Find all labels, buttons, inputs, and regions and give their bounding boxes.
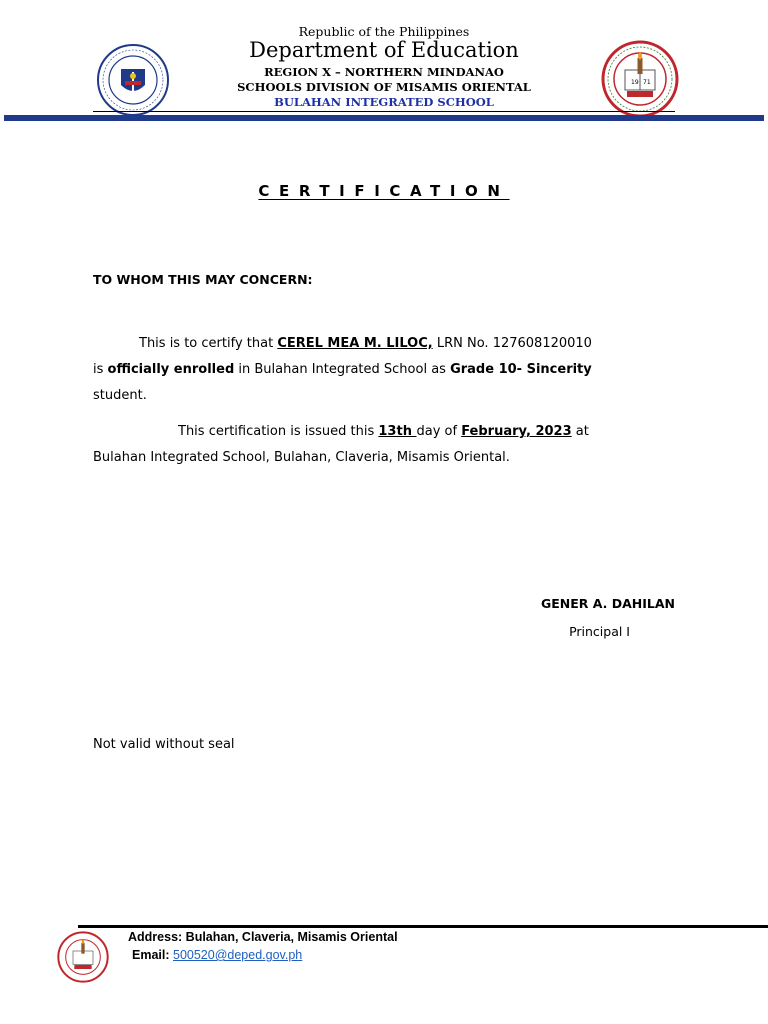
document-title: CERTIFICATION (258, 182, 510, 200)
enrollment-status: officially enrolled (107, 362, 235, 377)
division-line: SCHOOLS DIVISION OF MISAMIS ORIENTAL (237, 80, 531, 94)
issue-place: Bulahan Integrated School, Bulahan, Claveria, Misamis Oriental. (93, 450, 510, 465)
grade-section: Grade 10- Sincerity (450, 362, 592, 377)
header-divider (93, 111, 675, 112)
footer-email: Email: 500520@deped.gov.ph (132, 948, 303, 962)
issue-month-year: February, 2023 (461, 424, 572, 439)
seal-year-b: 71 (643, 79, 651, 86)
issuance-paragraph: This certification is issued this 13th day of February, 2023 at Bulahan Integrated School, Bulahan, Claveria, Misamis Oriental. (93, 424, 589, 465)
issue-day: 13th (378, 424, 417, 439)
school-name: BULAHAN INTEGRATED SCHOOL (274, 95, 494, 109)
footer-school-seal-icon (57, 931, 109, 983)
email-link[interactable]: 500520@deped.gov.ph (173, 948, 303, 962)
validity-note: Not valid without seal (93, 737, 235, 752)
student-name: CEREL MEA M. LILOC, (277, 336, 433, 351)
footer-address: Address: Bulahan, Claveria, Misamis Oriental (128, 930, 398, 944)
certification-paragraph: This is to certify that CEREL MEA M. LILOC, LRN No. 127608120010 is officially enrolled in Bulahan Integrated School as Grade 10- Sincerity student. (93, 336, 592, 403)
header-blue-bar (4, 115, 764, 121)
footer-divider (78, 925, 768, 928)
seal-year-a: 19 (631, 79, 639, 86)
region-line: REGION X – NORTHERN MINDANAO (264, 65, 504, 79)
signatory-position: Principal I (569, 624, 630, 639)
signatory-name: GENER A. DAHILAN (540, 596, 675, 611)
salutation: TO WHOM THIS MAY CONCERN: (93, 272, 313, 287)
department-name: Department of Education (249, 38, 519, 62)
republic-line: Republic of the Philippines (298, 24, 470, 39)
